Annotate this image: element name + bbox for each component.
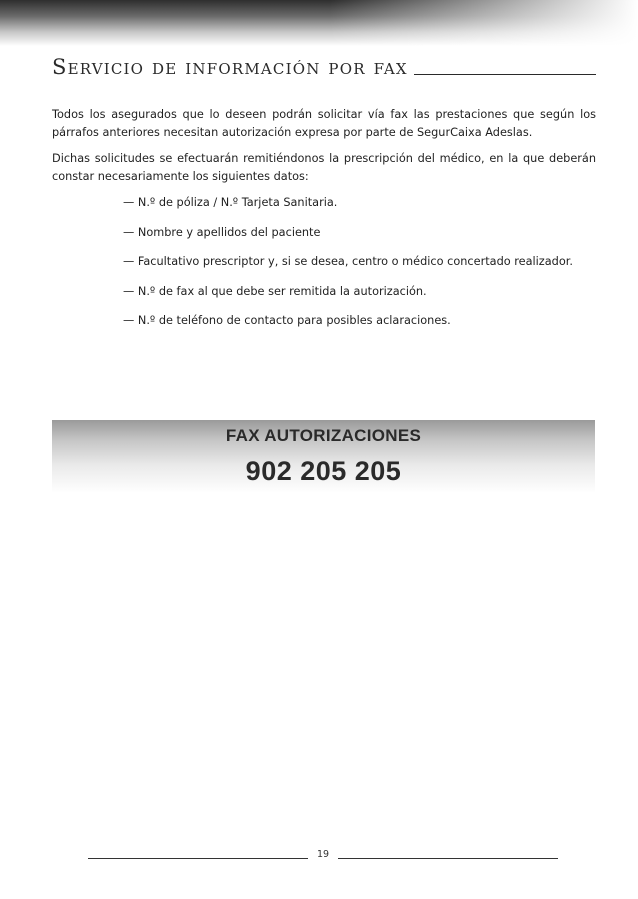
page-number: 19 [316, 849, 330, 860]
intro-paragraph: Todos los asegurados que lo deseen podrán solicitar vía fax las prestaciones que según los párrafos anteriores necesitan autorización expresa por parte de SegurCaixa Adeslas. [52, 108, 596, 139]
fax-number: 902 205 205 [245, 456, 402, 486]
fax-label: FAX AUTORIZACIONES [225, 426, 422, 445]
list-item: — N.º de póliza / N.º Tarjeta Sanitaria. [123, 196, 338, 209]
fax-authorization-box [52, 420, 595, 493]
title-underline [414, 74, 596, 75]
list-item: — Nombre y apellidos del paciente [123, 225, 321, 239]
list-item: — N.º de fax al que debe ser remitida la autorización. [123, 284, 427, 298]
footer-rule-right [338, 858, 558, 859]
section-header [52, 54, 596, 78]
header-band [0, 0, 638, 46]
required-data-list [123, 196, 603, 344]
requirements-paragraph: Dichas solicitudes se efectuarán remitiéndonos la prescripción del médico, en la que deberán constar necesariamente los siguientes datos: [52, 152, 596, 183]
section-title: Servicio de información por fax [52, 55, 408, 79]
footer-rule-left [88, 858, 308, 859]
list-item: — N.º de teléfono de contacto para posibles aclaraciones. [123, 314, 451, 327]
list-item: — Facultativo prescriptor y, si se desea, centro o médico concertado realizador. [123, 255, 573, 268]
